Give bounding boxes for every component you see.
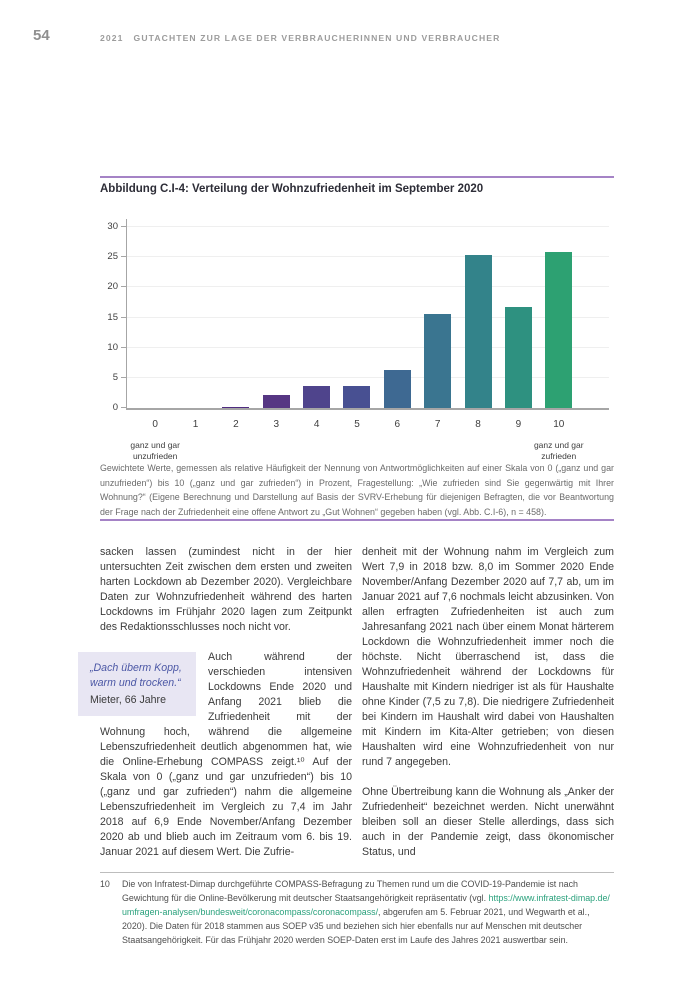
figure-caption: Gewichtete Werte, gemessen als relative Häufigkeit der Nennung von Antwortmöglichkeiten auf einer Skala von 0 („ganz und gar unzufrieden“) bis 10 („ganz und gar zufrieden“) in Prozent, Fragestellung: „Wie zufrieden sind Sie gegenwärtig mit Ihrer Wohnung?“ (Eigene Berechnung und Darstellung auf Basis der SVRV-Erhebung für diejenigen Befragten, die vor Beantwortung der Frage nach der Zufriedenheit eine offene Antwort zu „Gut Wohnen“ gegeben haben (vgl. Abb. C.I-6), n = 458).	[100, 463, 614, 517]
bar-slot-2	[216, 219, 256, 430]
chart-plot-area	[107, 219, 609, 461]
paragraph-left-1: sacken lassen (zumindest nicht in der hier untersuchten Zeit zwischen dem ersten und zweiten harten Lockdown ab Dezember 2020). Vergleichbare Daten zur Wohnzufriedenheit während des harten Lockdowns im Frühjahr 2020 lagen zum Zeitpunkt des Redaktionsschlusses noch nicht vor.	[100, 546, 352, 633]
running-header	[100, 33, 500, 43]
y-axis-tick-15	[121, 317, 126, 318]
bar-slot-0	[130, 219, 180, 461]
x-axis-sublabel-low: ganz und gar unzufrieden	[130, 440, 180, 461]
bar-5	[343, 386, 370, 408]
bar-slot-8	[458, 219, 498, 430]
bar-slot-9	[498, 219, 538, 430]
y-axis-label-5: 5	[112, 371, 118, 383]
bar-3	[263, 395, 290, 408]
bar-slot-5	[337, 219, 377, 430]
pull-quote-text: „Dach überm Kopp, warm und trocken.“	[90, 662, 182, 689]
paragraph-left-2	[90, 650, 352, 860]
body-text	[90, 545, 614, 875]
footnote-number: 10	[100, 879, 110, 889]
y-axis-tick-5	[121, 377, 126, 378]
paragraph-left-2-text: Auch während der verschieden intensiven Lockdowns Ende 2020 und Anfang 2021 blieb die Zufriedenheit mit der Wohnung hoch, während die allgemeine Lebenszufriedenheit deutlich abgenommen hat, wie die Online-Erhebung COMPASS zeigt.¹⁰ Auf der Skala von 0 („ganz und gar unzufrieden“) bis 10 („ganz und gar zufrieden“) nahm die allgemeine Lebenszufriedenheit im Vergleich zu 7,4 im Jahr 2018 auf 6,9 Ende November/Anfang Dezember 2020 ab und blieb auch im Zeitraum vom 6. bis 19. Januar 2021 auf diesem Wert. Die Zufrie-	[100, 651, 352, 858]
x-axis-label-2: 2	[233, 419, 239, 430]
x-axis-label-9: 9	[515, 419, 522, 430]
y-axis-label-20: 20	[107, 281, 118, 293]
column-right	[362, 545, 614, 875]
bar-6	[384, 370, 411, 408]
column-left	[90, 545, 352, 875]
figure-title: Abbildung C.I-4: Verteilung der Wohnzufriedenheit im September 2020	[100, 183, 484, 195]
footnote-link[interactable]: https://www.infratest-dimap.de/umfragen-analysen/bundesweit/coronacompass/coronacompass/	[122, 893, 610, 917]
bar-7	[424, 314, 451, 408]
x-axis-label-3: 3	[273, 419, 280, 430]
y-axis-label-15: 15	[107, 311, 118, 323]
x-axis-label-6: 6	[394, 419, 401, 430]
x-axis-label-1: 1	[192, 419, 199, 430]
figure-bottom-rule	[100, 519, 614, 521]
bar-slot-6	[377, 219, 417, 430]
running-header-title: GUTACHTEN ZUR LAGE DER VERBRAUCHERINNEN UND VERBRAUCHER	[133, 33, 501, 43]
bar-slot-10	[533, 219, 584, 461]
footnote	[100, 877, 614, 947]
pull-quote-box	[78, 652, 196, 716]
y-axis-label-25: 25	[107, 251, 118, 263]
x-axis-label-4: 4	[313, 419, 320, 430]
y-axis-tick-30	[121, 226, 126, 227]
x-axis-label-7: 7	[434, 419, 441, 430]
bar-slot-3	[256, 219, 296, 430]
footnote-text-after-link: , abgerufen am 5. Februar 2021, und Wegwarth et al., 2020). Die Daten für 2018 stammen aus SOEP v35 und beziehen sich hier ebenfalls nur auf Menschen mit deutscher Staatsangehörigkeit. Für das Frühjahr 2020 werden SOEP-Daten erst im Laufe des Jahres 2021 auswertbar sein.	[122, 907, 590, 945]
y-axis-label-0: 0	[112, 402, 118, 413]
x-axis-sublabel-high: ganz und gar zufrieden	[533, 440, 584, 461]
x-axis-label-0: 0	[152, 419, 158, 430]
footnote-rule	[100, 872, 614, 873]
bar-slot-7	[418, 219, 458, 430]
running-header-year: 2021	[100, 33, 124, 43]
bar-9	[505, 307, 532, 408]
y-axis-tick-20	[121, 286, 126, 287]
y-axis-tick-10	[121, 347, 126, 348]
bar-slot-4	[296, 219, 336, 430]
bar-4	[303, 386, 330, 408]
bar-chart	[100, 219, 614, 461]
y-axis-label-10: 10	[107, 341, 118, 353]
y-axis-tick-0	[121, 407, 126, 408]
paragraph-right-2: Ohne Übertreibung kann die Wohnung als „Anker der Zufriedenheit“ bezeichnet werden. Nicht unerwähnt bleiben soll an dieser Stelle allerdings, dass sich auch in der Pandemie zeigt, dass ökonomischer Status, und	[362, 786, 614, 858]
bar-2	[222, 407, 249, 408]
bar-10	[545, 252, 572, 408]
y-axis-tick-25	[121, 256, 126, 257]
footnote-text-before-link: Die von Infratest-Dimap durchgeführte COMPASS-Befragung zu Themen rund um die COVID-19-Pandemie ist nach Gewichtung für die Online-Bevölkerung mit deutscher Staatsangehörigkeit repräsentativ (vgl.	[122, 879, 578, 903]
x-axis-label-8: 8	[475, 419, 481, 430]
page-number: 54	[33, 27, 50, 44]
paragraph-right-1: denheit mit der Wohnung nahm im Vergleich zum Wert 7,9 in 2018 bzw. 8,0 im Sommer 2020 Ende November/Anfang Dezember 2020 auf 7,7 ab, um im Januar 2021 auf 7,6 nochmals leicht abzusinken. Von allen erfragten Zufriedenheiten ist auch zum Jahresanfang 2021 nach über einem Monat härterem Lockdown die Wohnzufriedenheit immer noch die höchste. Nicht überraschend ist, dass die Wohnzufriedenheit während der Lockdowns für Haushalte mit Kindern niedriger ist als für Haushalte ohne Kinder (7,5 zu 7,8). Die niedrigere Zufriedenheit bei Kindern im Haushalt wird dabei von Haushalten mit Kindern im Kita-Alter getrieben; von diesen Haushalten wird eine Wohnzufriedenheit von nur rund 7 angegeben.	[362, 546, 614, 768]
figure-top-rule	[100, 176, 614, 178]
bar-slot-1	[175, 219, 215, 430]
y-axis-label-30: 30	[107, 221, 118, 232]
x-axis-label-10: 10	[553, 419, 565, 430]
bar-slots	[130, 219, 584, 461]
x-axis-label-5: 5	[354, 419, 360, 430]
footnote-text	[122, 877, 614, 947]
bar-8	[465, 255, 492, 408]
pull-quote-attribution: Mieter, 66 Jahre	[90, 694, 166, 706]
